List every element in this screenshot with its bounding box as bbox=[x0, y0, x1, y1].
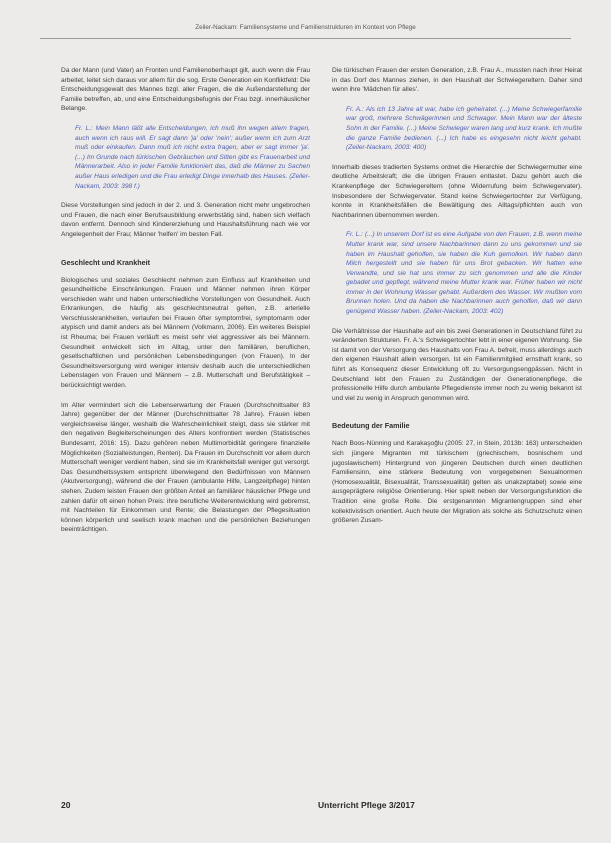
right-column bbox=[332, 66, 582, 536]
paragraph: Biologisches und soziales Geschlecht nehmen zum Einfluss auf Krankheiten und gesundheitliche Einschränkungen. Frauen und Männer nehmen ihren Körper verschieden wahr und haben unterschiedliche Vorstellungen von Gesundheit. Auch Erkrankungen, die häufig als geschlechtsneutral gelten, z.B. arterielle Verschlusskrankheiten, verlaufen bei Frauen öfter symptomfrei, symptomarm oder atypisch und damit anders als bei Männern (Volkmann, 2006). Ein weiteres Beispiel ist Rheuma; bei Frauen verläuft es meist sehr viel aggressiver als bei Männern. Gesundheit entwickelt sich im Alltag, unter den familiären, beruflichen, gesellschaftlichen und persönlichen Lebensbedingungen (von Frauen). In der Gesundheitsversorgung wird weniger intensiv deshalb auch die unterschiedlichen Lebenslagen von Frauen und Männern – z.B. Mutterschaft und Berufstätigkeit – berücksichtigt werden. bbox=[61, 276, 310, 390]
left-column bbox=[61, 66, 310, 545]
running-header: Zeiler-Nackam: Familiensysteme und Familienstrukturen im Kontext von Pflege bbox=[195, 24, 416, 31]
paragraph: Da der Mann (und Vater) an Fronten und Familienoberhaupt gilt, auch wenn die Frau arbeitet, leitet sich daraus vor allem für die sog. Erste Generation ein Konfliktfeld: Die Entscheidungsgewalt des Mannes bzgl. aller Fragen, die die Außendarstellung der Familie betreffen, ab, und eine Entscheidungsbefugnis der Frau bzgl. innerhäuslicher Belange. bbox=[61, 67, 310, 113]
paragraph: Diese Vorstellungen sind jedoch in der 2. und 3. Generation nicht mehr ungebrochen und Frauen, die nach einer Berufsausbildung erwerbstätig sind, haben sich vielfach davon entfernt. Dennoch sind Kindererziehung und Haushaltsführung nach wie vor Angelegenheit der Frau; Männer 'helfen' im besten Fall. bbox=[61, 202, 310, 238]
section-heading-familie: Bedeutung der Familie bbox=[332, 421, 410, 431]
paragraph: Innerhalb dieses tradierten Systems ordnet die Hierarchie der Schwiegermutter eine deutliche Arbeitskraft; die die übrigen Frauen entlastet. Dazu gehört auch die Krankenpflege der Schwiegereltern (ohne Widerrufung beim Schwiegervater). Insbesondere der Schwiegervater. Stand keine Schwiegertochter zur Verfügung, konnte in Krankheitsfällen die Bewältigung des Alltags/pflichten auch von Nachbarinnen übernommen werden. bbox=[332, 163, 582, 219]
paragraph: Nach Boos-Nünning und Karakaşoğlu (2005: 27, in Stein, 2013b: 163) unterscheiden sich jüngere Migranten mit türkischem (griechischem, bosnischem und jugoslawischem) Hintergrund von jüngeren Deutschen durch einen deutlichen Familiensinn, eine stärkere Bedeutung von vorgegebenen Sexualnormen (Homosexualität, Bisexualität, Transsexualität) gelten als unakzeptabel) sowie eine ausgeprägtere religiöse Orientierung. Hier spielt neben der Versorgungsfunktion die Tradition eine große Rolle. Die erstgenannten Migrantengruppen sind eher kollektivistisch orientiert. Auch heute der Migration als solche als Schutzschutz einen größeren Zusam- bbox=[332, 440, 582, 525]
section-heading-geschlecht: Geschlecht und Krankheit bbox=[61, 257, 151, 267]
paragraph: Die Verhältnisse der Haushalte auf ein bis zwei Generationen in Deutschland führt zu veränderten Strukturen. Fr. A.'s Schwiegertochter lebt in einer eigenen Wohnung. Sie ist damit von der Versorgung des Haushalts von Frau A. befreit, muss allerdings auch den eigenen Haushalt allein versorgen. Ist ein Familienmitglied ernsthaft krank, so führt als Konsequenz dieser Entwicklung oft zu Versorgungsengpässen. Nicht in Deutschland lebt den Frauen zu Zuständigen der Generationenpflege, die professionelle Hilfe durch ambulante Pflegedienste immer noch zu wenig bekannt ist und viel zu wenig in Anspruch genommen wird. bbox=[332, 327, 582, 402]
page-number: 20 bbox=[61, 800, 71, 810]
interview-quote: Fr. L.: Mein Mann läßt alle Entscheidungen, ich muß ihn wegen allem fragen, auch wenn ich raus will. Er sagt dann 'ja' oder 'nein'; außer wenn ich zum Arzt muß oder einkaufen. Dann muß ich nicht extra fragen, aber er sagt immer 'ja'. (...) Im Grunde nach türkischen Gebräuchen und Sitten gibt es Frauenarbeit und Männerarbeit. Also in jeder Familie funktioniert das, daß die Männer zu Sachen außer Haus erledigen und die Frau erledigt Dinge innerhalb des Hauses. (Zeiler-Nackam, 2003: 398 f.) bbox=[75, 124, 310, 190]
paragraph: Im Alter vermindert sich die Lebenserwartung der Frauen (Durchschnittsalter 83 Jahre) gegenüber der der Männer (Durchschnittsalter 78 Jahre). Frauen leben vergleichsweise länger, weshalb die Wahrscheinlichkeit steigt, dass sie stärker mit den negativen Begleiterscheinungen des Alters konfrontiert werden (Statistisches Bundesamt, 2016: 15). Dazu gehören neben Multimorbidität geringere finanzielle Möglichkeiten (Sozialleistungen, Renten). Da Frauen im Durchschnitt vor allem durch Mutterschaft weniger verdient haben, sind sie im Krankheitsfall weniger gut versorgt. Das Gesundheitssystem entspricht überwiegend den Bedürfnissen von Männern (Akutversorgung), während die der Frauen (ambulante Hilfe, Langzeitpflege) hinten stehen. Zudem leisten Frauen den größten Anteil an familiärer häuslicher Pflege und zahlen dafür oft einen hohen Preis: ihre berufliche Weiterentwicklung wird gebremst, mit Nachteilen für Einkommen und Rente; die Belastungen der Pflegesituation können körperlich und seelisch krank machen und die persönlichen Beziehungen beeinträchtigen. bbox=[61, 401, 310, 534]
header-rule bbox=[40, 38, 571, 39]
interview-quote: Fr. A.: Als ich 13 Jahre alt war, habe ich geheiratet. (...) Meine Schwiegerfamilie war groß, mehrere Schwägerinnen und Schwager. Mein Mann war der älteste Sohn in der Familie. (...) Meine Schwieger waren lang und kurz krank. Ich mußte die ganze Familie bedienen. (...) Ich habe es eingesehn nicht leicht gehabt. (Zeiler-Nackam, 2003: 400) bbox=[346, 105, 582, 152]
interview-quote: Fr. L.: (...) In unserem Dorf ist es eine Aufgabe von den Frauen, z.B. wenn meine Mutter krank war, sind unsere Nachbarinnen dann zu uns gekommen und sie haben im Haushalt geholfen, sie haben die Kuh gemolken. Wir haben dann Milch hergestellt und sie haben für uns Brot gebacken. Wir hatten eine Verwandte, und sie hat uns immer zu sich genommen und alle die Kinder gebadet und gepflegt, während meine Mutter krank war. Früher haben wir nicht immer in der Wohnung Wasser gehabt. Außerdem des Wasser. Wir mußten vom Brunnen holen. Und da haben die Nachbarinnen auch geholfen, daß wir dann genügend Wasser haben. (Zeiler-Nackam, 2003: 402) bbox=[346, 231, 582, 316]
journal-name: Unterricht Pflege 3/2017 bbox=[318, 800, 415, 810]
paragraph: Die türkischen Frauen der ersten Generation, z.B. Frau A., mussten nach ihrer Heirat in das Dorf des Mannes ziehen, in den Haushalt der Schwiegereltern. Daher sind wenn ihre 'Mädchen für alles'. bbox=[332, 67, 582, 94]
